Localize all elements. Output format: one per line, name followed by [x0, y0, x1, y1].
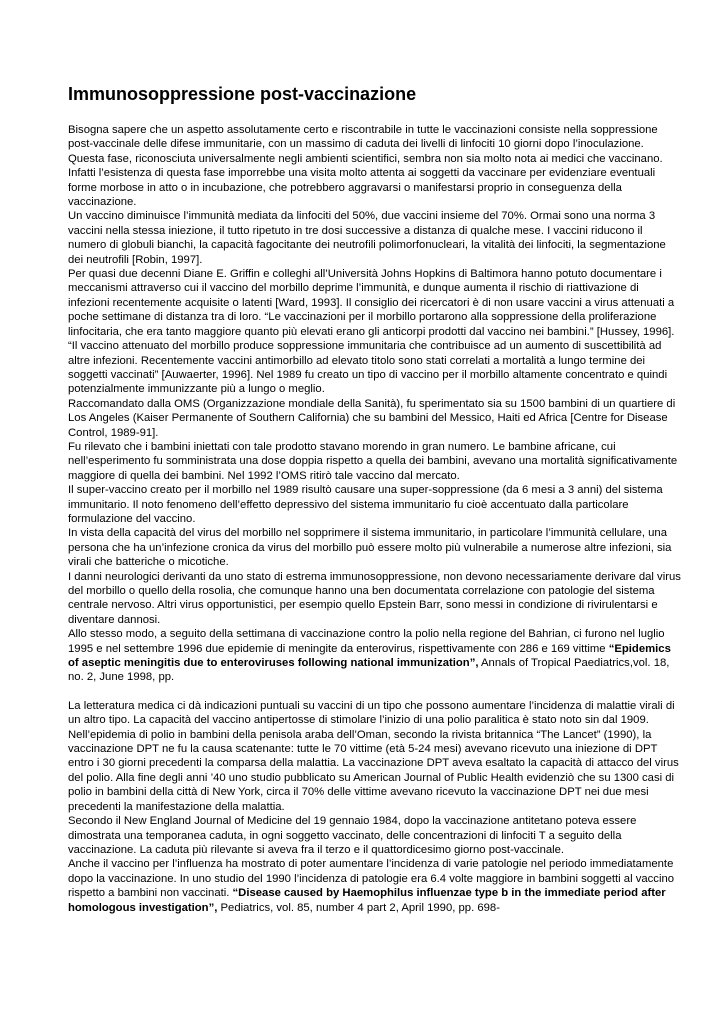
document-body [68, 123, 683, 915]
paragraph-text: “Il vaccino attenuato del morbillo produce soppressione immunitaria che contribuisce ad un aumento di suscettibilità ad altre infezioni. Recentemente vaccini antimorbillo ad elevato titolo sono stati correlati a mortalità a lungo termine dei soggetti vaccinati” [Auwaerter, 1996]. Nel 1989 fu creato un tipo di vaccino per il morbillo altamente concentrato e quindi potenzialmente immunizzante più a lungo o meglio. [68, 340, 668, 396]
document-title: Immunosoppressione post-vaccinazione [68, 84, 417, 104]
paragraph [68, 440, 683, 483]
paragraph [68, 483, 683, 526]
paragraph [68, 699, 683, 814]
paragraph [68, 209, 683, 267]
paragraph-text: Fu rilevato che i bambini iniettati con tale prodotto stavano morendo in gran numero. Le bambine africane, cui nell’esperimento fu somministrata una dose doppia rispetto a quella dei bambini, avevano una mortalità significativamente maggiore di quella dei bambini. Nel 1992 l’OMS ritirò tale vaccino dal mercato. [68, 440, 678, 482]
paragraph-text: Anche il vaccino per l’influenza ha mostrato di poter aumentare l’incidenza di varie patologie nel periodo immediatamente dopo la vaccinazione. In uno studio del 1990 l’incidenza di patologie era 6.4 volte maggiore in bambini soggetti al vaccino rispetto a bambini non vaccinati. [68, 858, 675, 900]
paragraph [68, 123, 683, 209]
paragraph [68, 397, 683, 440]
paragraph [68, 570, 683, 628]
paragraph [68, 267, 683, 339]
paragraph-text: Secondo il New England Journal of Medicine del 19 gennaio 1984, dopo la vaccinazione antitetano poteva essere dimostrata una temporanea caduta, in ogni soggetto vaccinato, delle concentrazioni di linfociti T a seguito della vaccinazione. La caduta più rilevante si aveva fra il terzo e il quattordicesimo giorno post-vaccinale. [68, 815, 637, 856]
paragraph [68, 627, 683, 685]
citation-source: Annals of Tropical Paediatrics,vol. 18, no. 2, June 1998, pp. [68, 657, 670, 684]
paragraph [68, 857, 683, 915]
citation-title: “Epidemics of aseptic meningitis due to enteroviruses following national immunization”, [68, 642, 671, 670]
paragraph [68, 814, 683, 857]
paragraph-text: Raccomandato dalla OMS (Organizzazione mondiale della Sanità), fu sperimentato sia su 1500 bambini di un quartiere di Los Angeles (Kaiser Permanente of Southern California) che su bambini del Messico, Haiti ed Africa [Centre for Disease Control, 1989-91]. [68, 397, 676, 439]
paragraph-text: La letteratura medica ci dà indicazioni puntuali su vaccini di un tipo che possono aumentare l’incidenza di malattie virali di un altro tipo. La capacità del vaccino antipertosse di stimolare l’inizio di una polio paralitica è stato noto sin dal 1909. Nell’epidemia di polio in bambini della penisola araba dell’Oman, secondo la rivista britannica “The Lancet” (1990), la vaccinazione DPT ne fu la causa scatenante: tutte le 70 vittime (età 5-24 mesi) avevano ricevuto una iniezione di DPT entro i 30 giorni precedenti la comparsa della malattia. La vaccinazione DPT aveva esaltato la capacità di attacco del virus del polio. Alla fine degli anni ’40 uno studio pubblicato su American Journal of Public Health evidenziò che su 1300 casi di polio in bambini della città di New York, circa il 70% delle vittime avevano ricevuto la vaccinazione DPT nei due mesi precedenti la manifestazione della malattia. [68, 699, 679, 813]
paragraph-text: Un vaccino diminuisce l’immunità mediata da linfociti del 50%, due vaccini insieme del 70%. Ormai sono una norma 3 vaccini nella stessa iniezione, il tutto ripetuto in tre dosi successive a distanza di qualche mese. I vaccini riducono il numero di globuli bianchi, la capacità fagocitante dei neutrofili polimorfonucleari, la vitalità dei linfociti, la segmentazione dei neutrofili [Robin, 1997]. [68, 210, 666, 266]
paragraph-text: Per quasi due decenni Diane E. Griffin e colleghi all’Università Johns Hopkins di Baltimora hanno potuto documentare i meccanismi attraverso cui il vaccino del morbillo deprime l’immunità, e dunque aumenta il rischio di riattivazione di infezioni recentemente acquisite o latenti [Ward, 1993]. Il consiglio dei ricercatori è di non usare vaccini a virus attenuati a poche settimane di distanza tra di loro. “Le vaccinazioni per il morbillo portarono alla soppressione della proliferazione linfocitaria, che era tanto maggiore quanto più elevati erano gli anticorpi prodotti dal vaccino nei bambini.” [Hussey, 1996]. [68, 268, 675, 338]
citation-title: “Disease caused by Haemophilus influenzae type b in the immediate period after homologous investigation”, [68, 887, 666, 914]
paragraph-text: In vista della capacità del virus del morbillo nel sopprimere il sistema immunitario, in particolare l’immunità cellulare, una persona che ha un’infezione cronica da virus del morbillo può essere molto più vulnerabile a numerose altre infezioni, sia virali che batteriche o micotiche. [68, 527, 672, 569]
paragraph [68, 339, 683, 397]
document-page [68, 84, 683, 915]
paragraph-text: Allo stesso modo, a seguito della settimana di vaccinazione contro la polio nella regione del Bahrian, ci furono nel luglio 1995 e nel settembre 1996 due epidemie di meningite da enterovirus, rispettivamente con 286 e 169 vittime [68, 628, 665, 655]
paragraph-gap [68, 685, 683, 699]
citation-source: Pediatrics, vol. 85, number 4 part 2, April 1990, pp. 698- [217, 901, 500, 914]
paragraph [68, 526, 683, 569]
paragraph-text: Il super-vaccino creato per il morbillo nel 1989 risultò causare una super-soppressione (da 6 mesi a 3 anni) del sistema immunitario. Il noto fenomeno dell’effetto depressivo del sistema immunitario fu cioè accentuato dalla particolare formulazione del vaccino. [68, 484, 663, 525]
paragraph-text: I danni neurologici derivanti da uno stato di estrema immunosoppressione, non devono necessariamente derivare dal virus del morbillo o quello della rosolia, che comunque hanno una ben documentata correlazione con patologie del sistema centrale nervoso. Altri virus opportunistici, per esempio quello Epstein Barr, sono messi in condizione di rivirulentarsi e diventare dannosi. [68, 570, 681, 626]
paragraph-text: Bisogna sapere che un aspetto assolutamente certo e riscontrabile in tutte le vaccinazioni consiste nella soppressione post-vaccinale delle difese immunitarie, con un massimo di caduta dei livelli di linfociti 10 giorni dopo l’inoculazione. Questa fase, riconosciuta universalmente negli ambienti scientifici, sembra non sia molto nota ai medici che vaccinano. Infatti l’esistenza di questa fase imporrebbe una visita molto attenta ai soggetti da vaccinare per evidenziare eventuali forme morbose in atto o in incubazione, che potrebbero aggravarsi o manifestarsi proprio in conseguenza della vaccinazione. [68, 124, 663, 209]
